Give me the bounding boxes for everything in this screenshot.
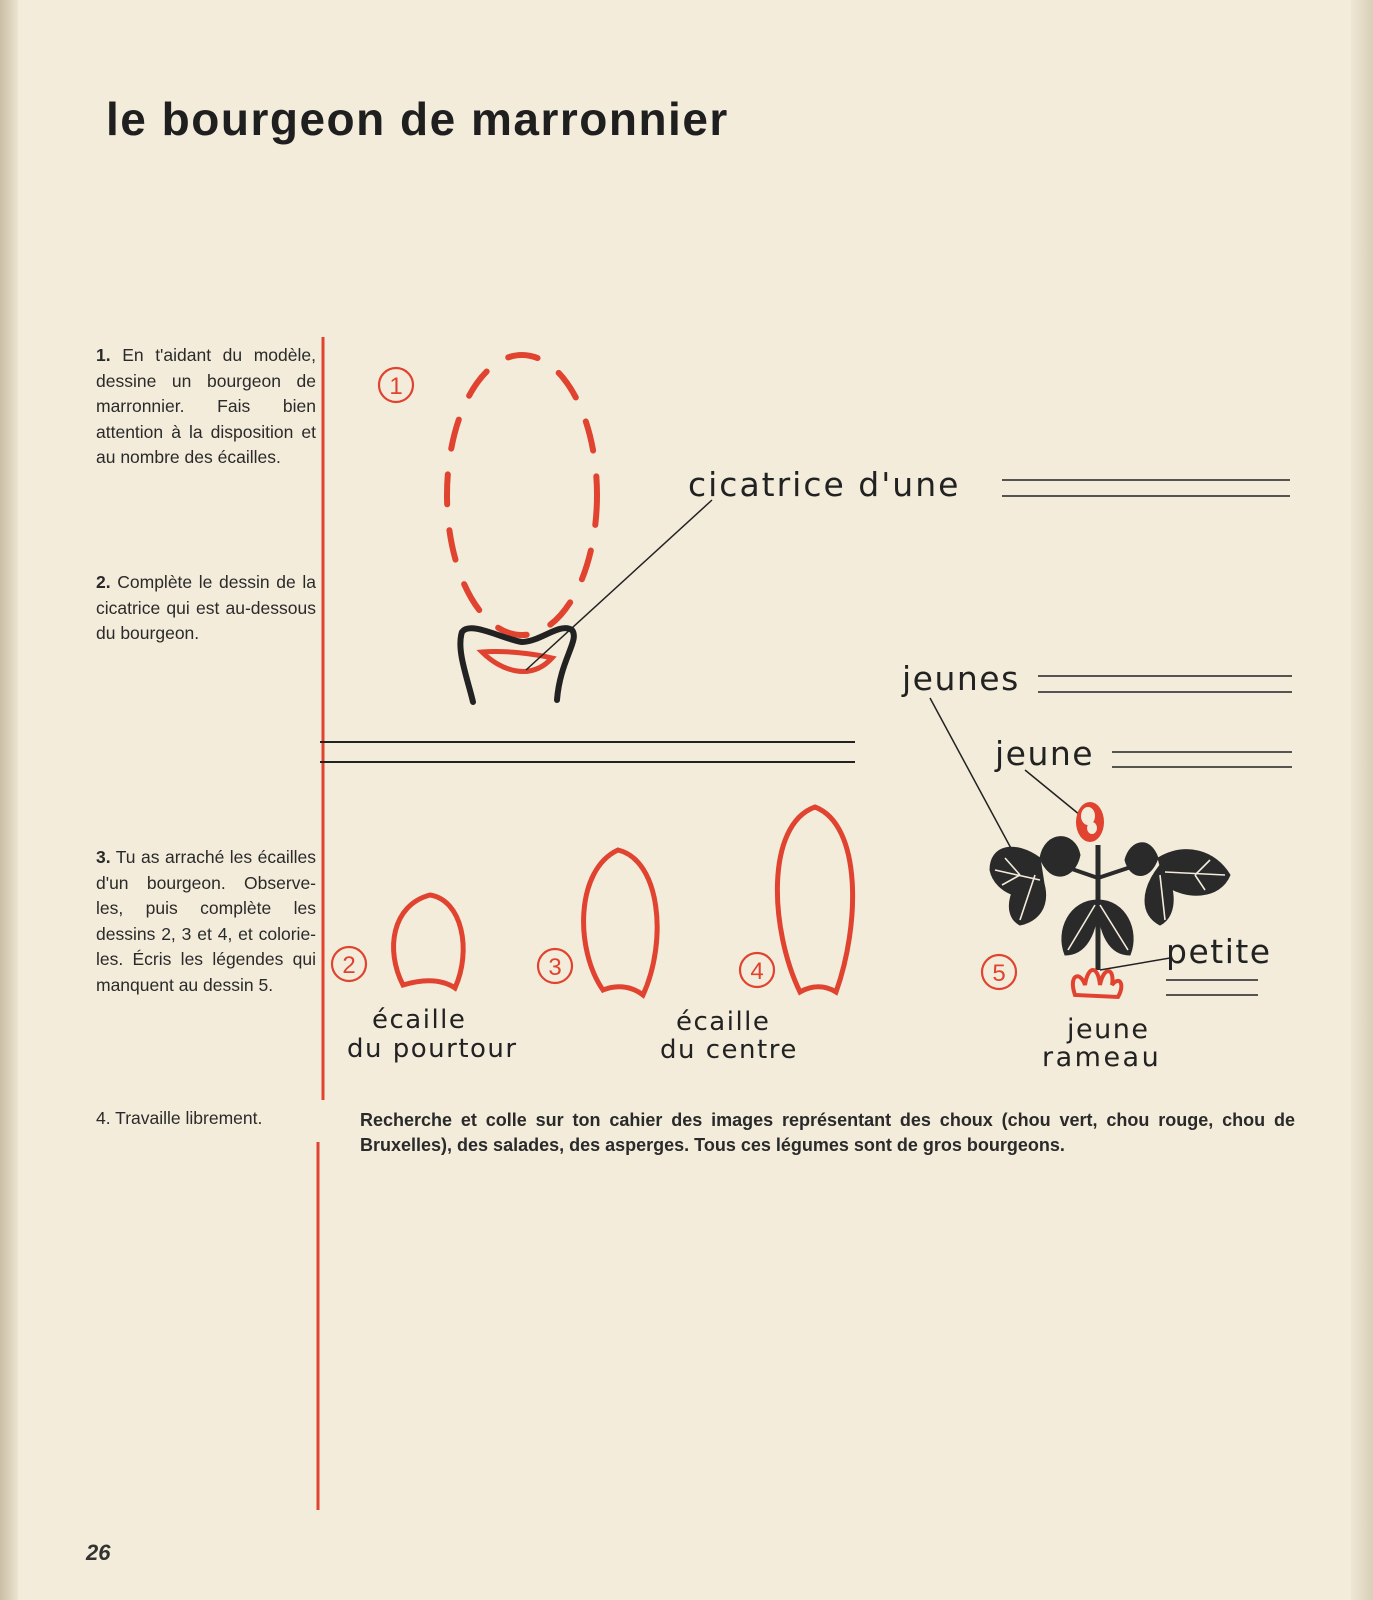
label-petite: petite — [1166, 932, 1272, 971]
base-scales — [1073, 970, 1121, 997]
instruction-text: Tu as arraché les écailles d'un bourgeon. Observe-les, puis complète les dessins 2, 3 et 4, et colorie-les. Écris les légendes qui manquent au dessin 5. — [96, 847, 316, 995]
figure-number: 5 — [992, 960, 1006, 987]
instruction-text: Complète le dessin de la cicatrice qui est au-dessous du bourgeon. — [96, 572, 316, 643]
pointer-line — [1100, 958, 1170, 970]
instruction-number: 1. — [96, 345, 111, 365]
label-ecaille-centre: du centre — [660, 1035, 798, 1065]
figure-number: 1 — [389, 373, 403, 400]
bud-dashed-outline — [447, 355, 597, 635]
label-jeune-rameau: jeune — [1067, 1014, 1150, 1045]
label-jeune: jeune — [995, 734, 1095, 773]
instruction-text: Travaille librement. — [110, 1108, 263, 1128]
label-jeune-rameau: rameau — [1042, 1042, 1162, 1073]
collage-instruction: Recherche et colle sur ton cahier des images représentant des choux (chou vert, chou rouge, chou de Bruxelles), des salades, des asperges. Tous ces légumes sont de gros bourgeons. — [360, 1110, 1295, 1155]
pointer-line — [930, 698, 1013, 852]
scale-outline-3 — [584, 850, 658, 995]
leaf-scar — [482, 651, 552, 671]
instruction-number: 3. — [96, 847, 111, 867]
label-ecaille-pourtour: du pourtour — [347, 1034, 518, 1064]
instruction-text: En t'aidant du modèle, dessine un bourgeon de marronnier. Fais bien attention à la disposition et au nombre des écailles. — [96, 345, 316, 467]
label-jeunes: jeunes — [902, 659, 1020, 698]
scar-base — [460, 628, 574, 702]
pointer-line — [526, 500, 712, 670]
figure-number: 2 — [342, 952, 356, 979]
figure-number: 4 — [750, 958, 764, 985]
page-title: le bourgeon de marronnier — [106, 93, 729, 145]
label-cicatrice: cicatrice d'une — [688, 465, 961, 504]
instruction-number: 4. — [96, 1108, 111, 1128]
page-number: 26 — [86, 1540, 111, 1565]
label-ecaille-centre: écaille — [676, 1007, 771, 1037]
scale-outline-2 — [394, 895, 464, 988]
pointer-line — [1025, 770, 1080, 815]
label-ecaille-pourtour: écaille — [372, 1005, 467, 1035]
instruction-number: 2. — [96, 572, 111, 592]
figure-number: 3 — [548, 954, 562, 981]
scale-outline-4 — [777, 807, 852, 992]
